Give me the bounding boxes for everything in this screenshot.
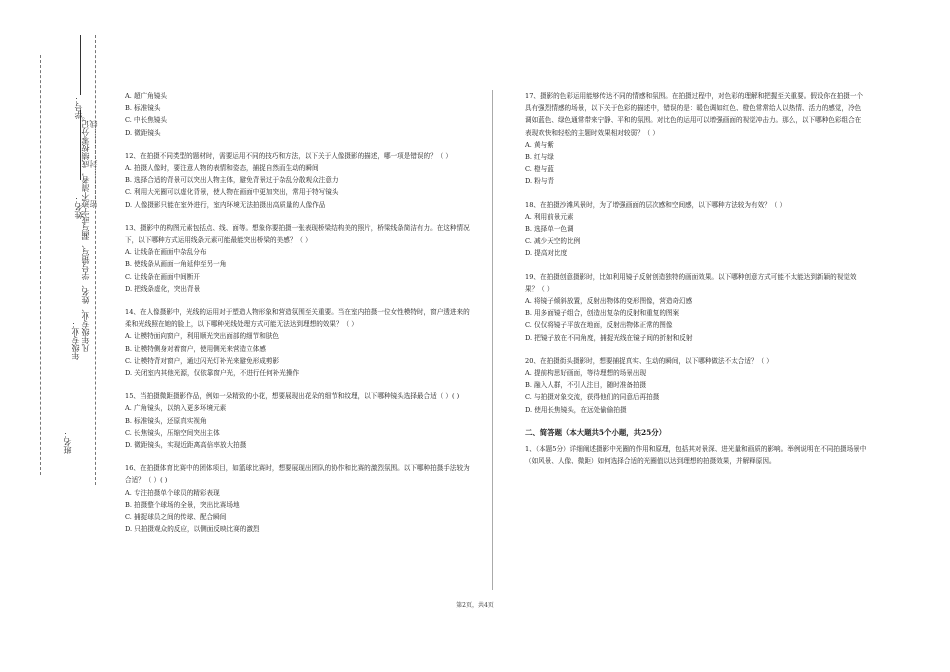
question-13 (125, 222, 470, 295)
option: D. 提高对比度 (525, 249, 568, 258)
option: B. 标准镜头，还原真实视角 (125, 416, 207, 425)
option: C. 捕捉球员之间的传球、配合瞬间 (125, 513, 227, 522)
exam-number-underline (80, 35, 81, 95)
right-column (525, 90, 867, 467)
name-label: 姓名： (74, 195, 83, 219)
option: A. 让线条在画面中杂乱分布 (125, 248, 207, 257)
option: A. 黄与紫 (525, 140, 554, 149)
question-stem: 17、摄影的色彩运用能够传达不同的情感和氛围。在拍摄过程中，对色彩的理解和把握至关重要。假设你在拍摄一个具有强烈情感的场景，以下关于色彩的描述中，错误的是：暖色调如红色、橙色常常给人以热情、活力的感觉，冷色调如蓝色、绿色通常带来宁静、平和的氛围。对比色的运用可以增强画面的视觉冲击力。那么，以下哪种色彩组合在表现欢快和轻松的主题时效果相对较弱？（ ） (525, 92, 864, 137)
exam-number-label: 学号： (74, 95, 83, 119)
question-11-options (125, 90, 470, 139)
option: D. 粉与青 (525, 177, 555, 186)
option: D. 把线条虚化，突出背景 (125, 284, 201, 293)
option: C. 利用大光圈可以虚化背景，使人物在画面中更加突出，常用于特写镜头 (125, 188, 339, 197)
option: B. 使线条从画面一角延伸至另一角 (125, 260, 227, 269)
option: D. 微距镜头，实现近距离高倍率放大拍摄 (125, 441, 247, 450)
question-stem: 12、在拍摄不同类型的题材时，需要运用不同的技巧和方法，以下关于人像摄影的描述，哪一项是错误的？（ ） (125, 151, 452, 160)
question-20 (525, 355, 867, 416)
option: D. 人像摄影只能在室外进行，室内环境无法拍摄出高质量的人像作品 (125, 200, 326, 209)
section-2-title: 二、简答题（本大题共5个小题，共25分） (525, 427, 667, 437)
option: B. 让模特侧身对着窗户，使用侧光来营造立体感 (125, 344, 266, 353)
question-stem: 18、在拍摄沙滩风景时，为了增强画面的层次感和空间感，以下哪种方法较为有效？（ ） (525, 200, 787, 209)
option: D. 使用长焦镜头，在远处偷偷拍摄 (525, 405, 627, 414)
option: B. 标准镜头 (125, 104, 161, 113)
option: C. 让模特背对窗户，通过闪光灯补光来避免形成剪影 (125, 356, 280, 365)
column-divider (492, 90, 493, 590)
option: C. 橙与蓝 (525, 165, 554, 174)
question-18 (525, 199, 867, 260)
option: D. 微距镜头 (125, 128, 161, 137)
option: A. 提前构思好画面，等待理想的场景出现 (525, 369, 647, 378)
option: D. 关闭室内其他光源，仅依靠窗户光，不进行任何补光操作 (125, 369, 300, 378)
binding-margin (0, 0, 110, 672)
seal-dashed-line (95, 35, 96, 485)
option: B. 选择单一色调 (525, 225, 574, 234)
page-number: 第2页，共4页 (456, 602, 494, 609)
option: B. 红与绿 (525, 153, 554, 162)
option: C. 仅仅将镜子平放在地面，反射出物体正常的图像 (525, 321, 673, 330)
major-label: 年级专业： (71, 320, 80, 360)
option: C. 与拍摄对象交流，获得他们的同意后再拍摄 (525, 393, 660, 402)
question-stem: 16、在拍摄体育比赛中的团体项目，如篮球比赛时，想要展现出团队的协作和比赛的激烈氛围。以下哪种拍摄手法较为合适？（ ）( ) (125, 464, 470, 485)
question-stem: 13、摄影中的构图元素包括点、线、面等。想象你要拍摄一张表现桥梁结构美的照片，桥梁线条简洁有力。在这种情况下，以下哪种方式运用线条元素可能最能突出桥梁的美感？（ ） (125, 223, 470, 245)
left-column (125, 90, 470, 547)
option: A. 广角镜头，以纳入更多环境元素 (125, 404, 227, 413)
outer-dashed-line (40, 55, 41, 475)
question-stem: 14、在人像摄影中，光线的运用对于塑造人物形象和营造氛围至关重要。当在室内拍摄一位女性模特时，窗户透进来的柔和光线照在她的脸上，以下哪种光线处理方式可能无法达到理想的效果？（ ） (125, 308, 470, 329)
option: A. 超广角镜头 (125, 92, 167, 100)
school-label: 班名： (63, 430, 72, 454)
option: B. 选择合适的背景可以突出人物主体，避免背景过于杂乱分散观众注意力 (125, 176, 339, 185)
option: C. 让线条在画面中间断开 (125, 272, 200, 281)
option: A. 拍摄人像时，要注意人物的表情和姿态，捕捉自然而生动的瞬间 (125, 164, 319, 173)
question-16 (125, 462, 470, 535)
option: A. 让模特面向窗户，利用顺光突出面部的细节和肤色 (125, 332, 280, 341)
question-17 (525, 90, 867, 188)
option: A. 将镜子倾斜放置，反射出物体的变形图像，营造奇幻感 (525, 297, 693, 306)
question-stem: 20、在拍摄街头摄影时，想要捕捉真实、生动的瞬间，以下哪种做法不太合适？（ ） (525, 356, 773, 365)
option: C. 中长焦镜头 (125, 116, 167, 125)
question-15 (125, 390, 470, 451)
option: B. 拍摄整个球场的全景，突出比赛场地 (125, 500, 240, 509)
question-14 (125, 306, 470, 379)
question-12 (125, 150, 470, 211)
option: A. 专注拍摄单个球员的精彩表现 (125, 488, 220, 497)
option: D. 只拍摄观众的反应，以侧面反映比赛的激烈 (125, 525, 260, 534)
option: B. 用多面镜子组合，创造出复杂的反射和重复的图案 (525, 309, 680, 318)
option: A. 利用前景元素 (525, 212, 574, 221)
option: B. 融入人群，不引人注目，随时准备拍摄 (525, 381, 647, 390)
option: D. 把镜子放在不同角度，捕捉光线在镜子间的折射和反射 (525, 333, 693, 342)
binding-warning: 凡年级专业、姓名、学号错写、漏写或字迹不清者，成绩按零分记。 (81, 112, 90, 352)
option: C. 减少天空的比例 (525, 237, 581, 246)
option: C. 长焦镜头，压缩空间突出主体 (125, 428, 220, 437)
seal-line-text: 密…………封…………线 (89, 120, 98, 208)
question-stem: 19、在拍摄创意摄影时，比如利用镜子反射创造独特的画面效果。以下哪种创意方式可能不太能达到新颖的视觉效果？（ ） (525, 272, 857, 293)
short-answer-question-1: 1、（本题5分）详细阐述摄影中光圈的作用和原理，包括其对景深、进光量和画质的影响。举例说明在不同拍摄场景中（如风景、人像、微距）如何选择合适的光圈值以达到理想的拍摄效果，并解释原因。 (525, 445, 867, 466)
question-stem: 15、当拍摄微距摄影作品，例如一朵精致的小花，想要展现出花朵的细节和纹理，以下哪种镜头选择最合适（ ）( ) (125, 392, 460, 401)
question-19 (525, 271, 867, 344)
